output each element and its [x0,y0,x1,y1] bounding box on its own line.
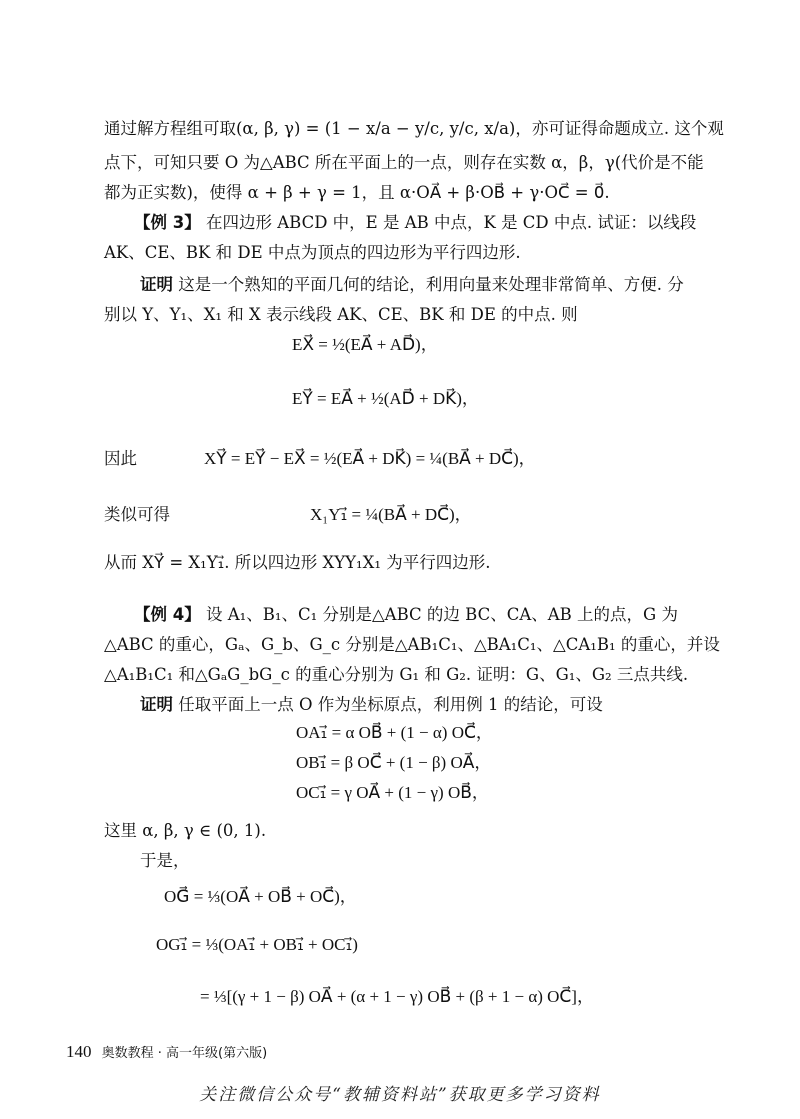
proof-text: 这是一个熟知的平面几何的结论，利用向量来处理非常简单、方便. 分 [178,275,684,294]
paragraph-line: AK、CE、BK 和 DE 中点为顶点的四边形为平行四边形. [104,243,521,262]
proof-text: 任取平面上一点 O 作为坐标原点，利用例 1 的结论，可设 [178,695,603,714]
equation-ob1: OB₁⃗ = β OC⃗ + (1 − β) OA⃗， [296,753,492,772]
equation-og: OG⃗ = ⅓(OA⃗ + OB⃗ + OC⃗)， [164,887,357,906]
example-4-statement [134,598,734,631]
page-number: 140 [66,1042,92,1061]
equation-og1: OG₁⃗ = ⅓(OA₁⃗ + OB₁⃗ + OC₁⃗) [156,935,358,954]
example-4-tag: 【例 4】 [134,605,201,624]
paragraph-line: 这里 α, β, γ ∈ (0, 1). [104,821,267,840]
watermark-text: 关注微信公众号“教辅资料站”获取更多学习资料 [199,1085,601,1105]
equation-oc1: OC₁⃗ = γ OA⃗ + (1 − γ) OB⃗， [296,783,489,802]
example-4-text: 设 A₁、B₁、C₁ 分别是△ABC 的边 BC、CA、AB 上的点，G 为 [205,605,678,624]
equation-ey: EY⃗ = EA⃗ + ½(AD⃗ + DK⃗)， [292,389,479,408]
proof-label: 证明 [140,695,173,714]
equation-ex: EX⃗ = ½(EA⃗ + AD⃗)， [292,335,438,354]
page-footer [66,1042,267,1064]
paragraph-line: 都为正实数)，使得 α + β + γ = 1，且 α·OA⃗ + β·OB⃗ + γ·OC⃗ = 0⃗. [104,183,610,202]
proof-3-line [140,268,740,301]
proof-label: 证明 [140,275,173,294]
equation-og1-expanded: = ⅓[(γ + 1 − β) OA⃗ + (α + 1 − γ) OB⃗ + (β + 1 − α) OC⃗]， [200,987,594,1006]
proof-4-line [140,688,740,721]
paragraph-line: 从而 XY⃗ = X₁Y₁⃗. 所以四边形 XYY₁X₁ 为平行四边形. [104,553,491,572]
paragraph-line: 于是， [140,851,190,870]
equation-xy: XY⃗ = EY⃗ − EX⃗ = ½(EA⃗ + DK⃗) = ¼(BA⃗ + DC⃗)， [204,449,536,468]
label-therefore: 因此 [104,449,137,468]
paragraph-line: 点下，可知只要 O 为△ABC 所在平面上的一点，则存在实数 α，β，γ(代价是不能 [104,153,704,172]
paragraph-line: △A₁B₁C₁ 和△GₐG_bG_c 的重心分别为 G₁ 和 G₂. 证明：G、G₁、G₂ 三点共线. [104,665,689,684]
book-title: 奥数教程 · 高一年级(第六版) [101,1046,268,1061]
paragraph-line: △ABC 的重心，Gₐ、G_b、G_c 分别是△AB₁C₁、△BA₁C₁、△CA₁B₁ 的重心，并设 [104,635,720,654]
example-3-tag: 【例 3】 [134,213,201,232]
example-3-statement [134,206,734,239]
paragraph-line: 通过解方程组可取(α, β, γ) = (1 − x/a − y/c, y/c, x/a)，亦可证得命题成立. 这个观 [104,119,724,138]
equation-x1y1: X₁Y₁⃗ = ¼(BA⃗ + DC⃗)， [310,505,472,524]
label-similar: 类似可得 [104,505,170,524]
paragraph-line: 别以 Y、Y₁、X₁ 和 X 表示线段 AK、CE、BK 和 DE 的中点. 则 [104,305,578,324]
equation-oa1: OA₁⃗ = α OB⃗ + (1 − α) OC⃗， [296,723,493,742]
example-3-text: 在四边形 ABCD 中，E 是 AB 中点，K 是 CD 中点. 试证：以线段 [205,213,697,232]
